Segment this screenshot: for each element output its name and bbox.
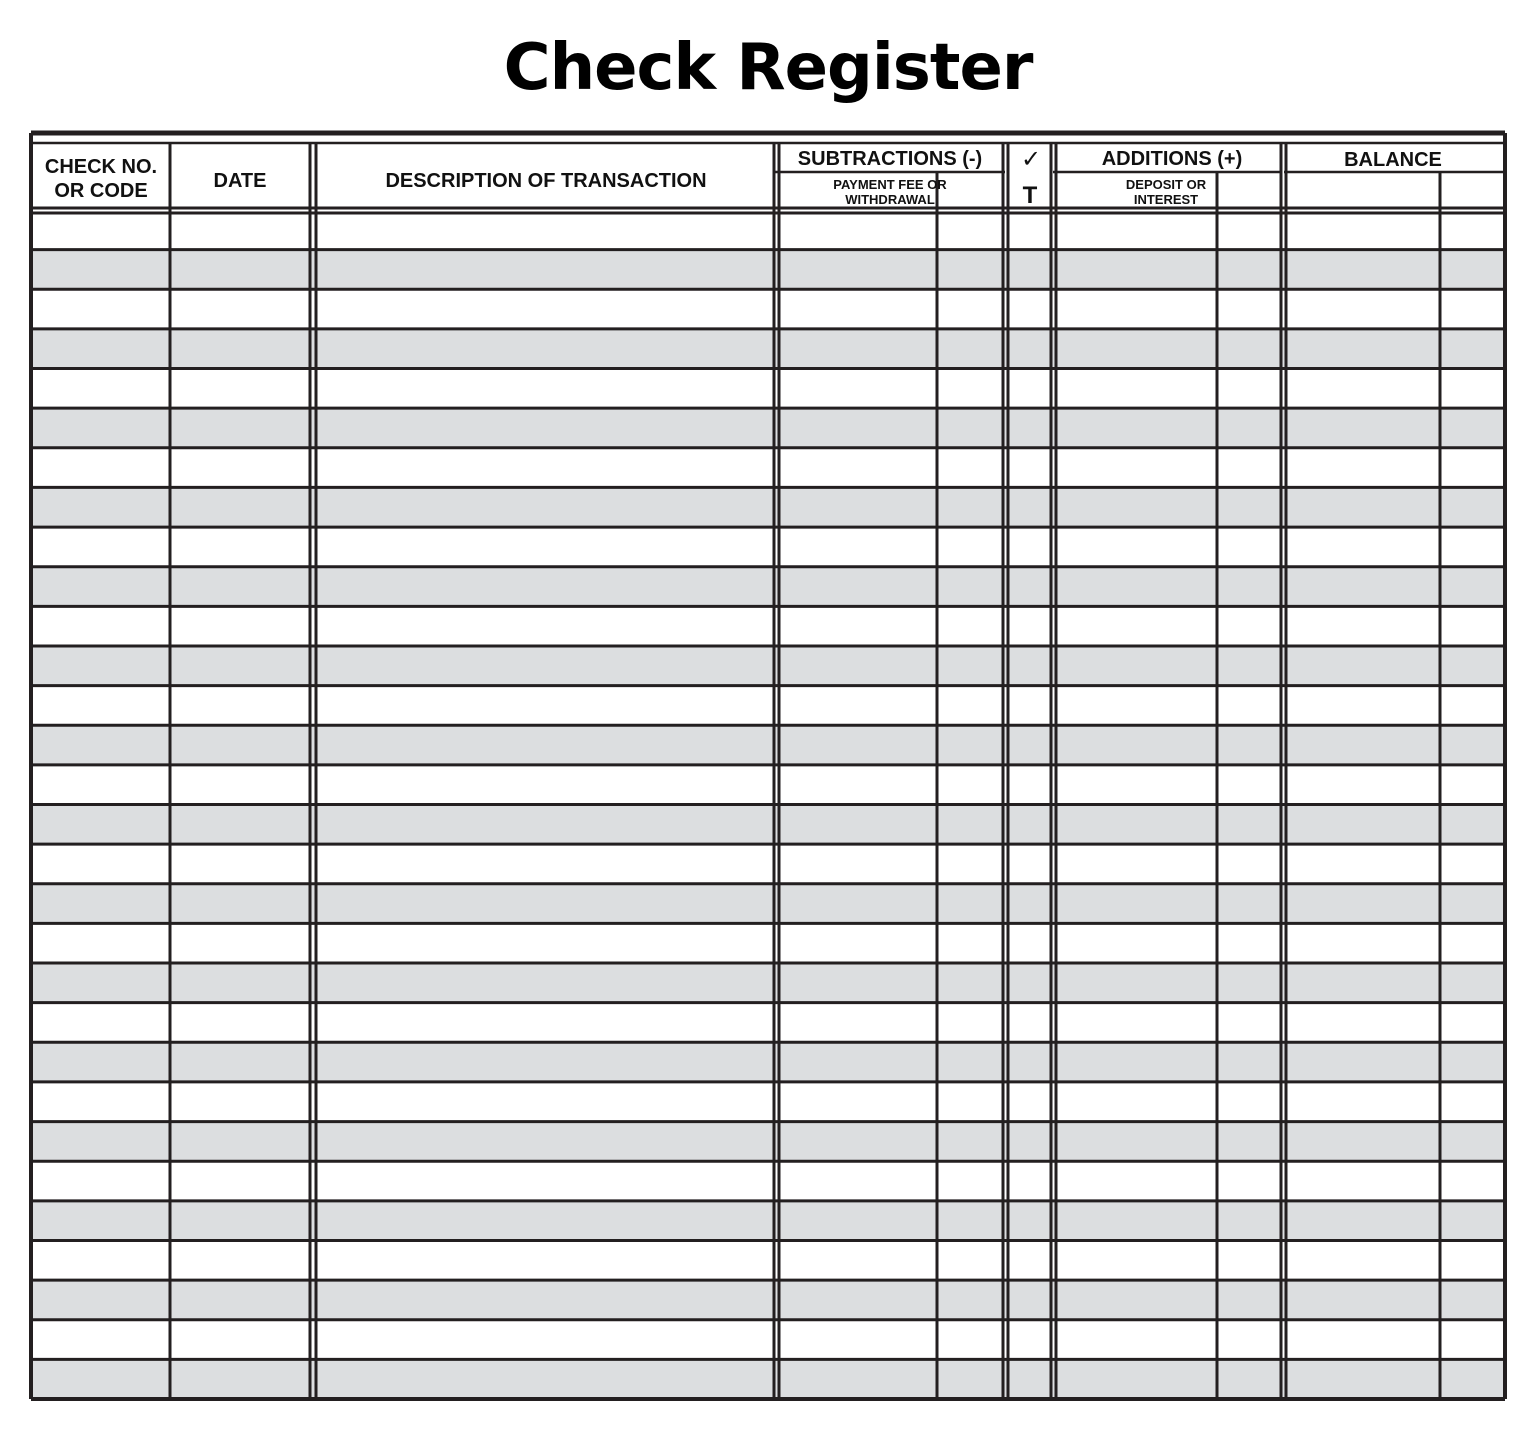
- table-row[interactable]: [31, 408, 1505, 448]
- table-row[interactable]: [31, 1320, 1505, 1360]
- table-row[interactable]: [31, 329, 1505, 369]
- table-row[interactable]: [31, 289, 1505, 329]
- table-row[interactable]: [31, 1003, 1505, 1043]
- table-row[interactable]: [31, 1240, 1505, 1280]
- header-additions: ADDITIONS (+): [1101, 148, 1243, 170]
- table-row[interactable]: [31, 844, 1505, 884]
- page-title: Check Register: [503, 31, 1033, 105]
- table-row[interactable]: [31, 1201, 1505, 1241]
- table-row[interactable]: [31, 606, 1505, 646]
- table-row[interactable]: [31, 1280, 1505, 1320]
- table-row[interactable]: [31, 725, 1505, 765]
- header-check-no-line1: CHECK NO.: [44, 156, 158, 178]
- table-row[interactable]: [31, 567, 1505, 607]
- header-date: DATE: [213, 170, 267, 192]
- table-row[interactable]: [31, 805, 1505, 845]
- table-row[interactable]: [31, 527, 1505, 567]
- header-additions-sub-line1: DEPOSIT OR: [1125, 177, 1207, 192]
- table-row[interactable]: [31, 765, 1505, 805]
- header-labels: [45, 146, 1442, 209]
- header-balance: BALANCE: [1344, 149, 1442, 171]
- header-check-no-line2: OR CODE: [54, 180, 148, 202]
- check-mark-icon: ✓: [1020, 146, 1042, 173]
- table-row[interactable]: [31, 1122, 1505, 1162]
- header-subtractions-sub-line2: WITHDRAWAL: [845, 192, 935, 207]
- table-row[interactable]: [31, 884, 1505, 924]
- table-row[interactable]: [31, 487, 1505, 527]
- header-subtractions: SUBTRACTIONS (-): [797, 148, 983, 170]
- table-row[interactable]: [31, 1042, 1505, 1082]
- table-row[interactable]: [31, 1082, 1505, 1122]
- header-tax-mark: T: [1022, 182, 1038, 209]
- table-row[interactable]: [31, 1161, 1505, 1201]
- table-row[interactable]: [31, 686, 1505, 726]
- table-row[interactable]: [31, 1359, 1505, 1399]
- table-row[interactable]: [31, 210, 1505, 250]
- header-additions-sub-line2: INTEREST: [1133, 192, 1199, 207]
- table-row[interactable]: [31, 923, 1505, 963]
- header-description: DESCRIPTION OF TRANSACTION: [385, 170, 707, 192]
- table-row[interactable]: [31, 448, 1505, 488]
- table-row[interactable]: [31, 369, 1505, 409]
- table-row[interactable]: [31, 250, 1505, 290]
- header-subtractions-sub-line1: PAYMENT FEE OR: [833, 177, 947, 192]
- table-row[interactable]: [31, 963, 1505, 1003]
- table-row[interactable]: [31, 646, 1505, 686]
